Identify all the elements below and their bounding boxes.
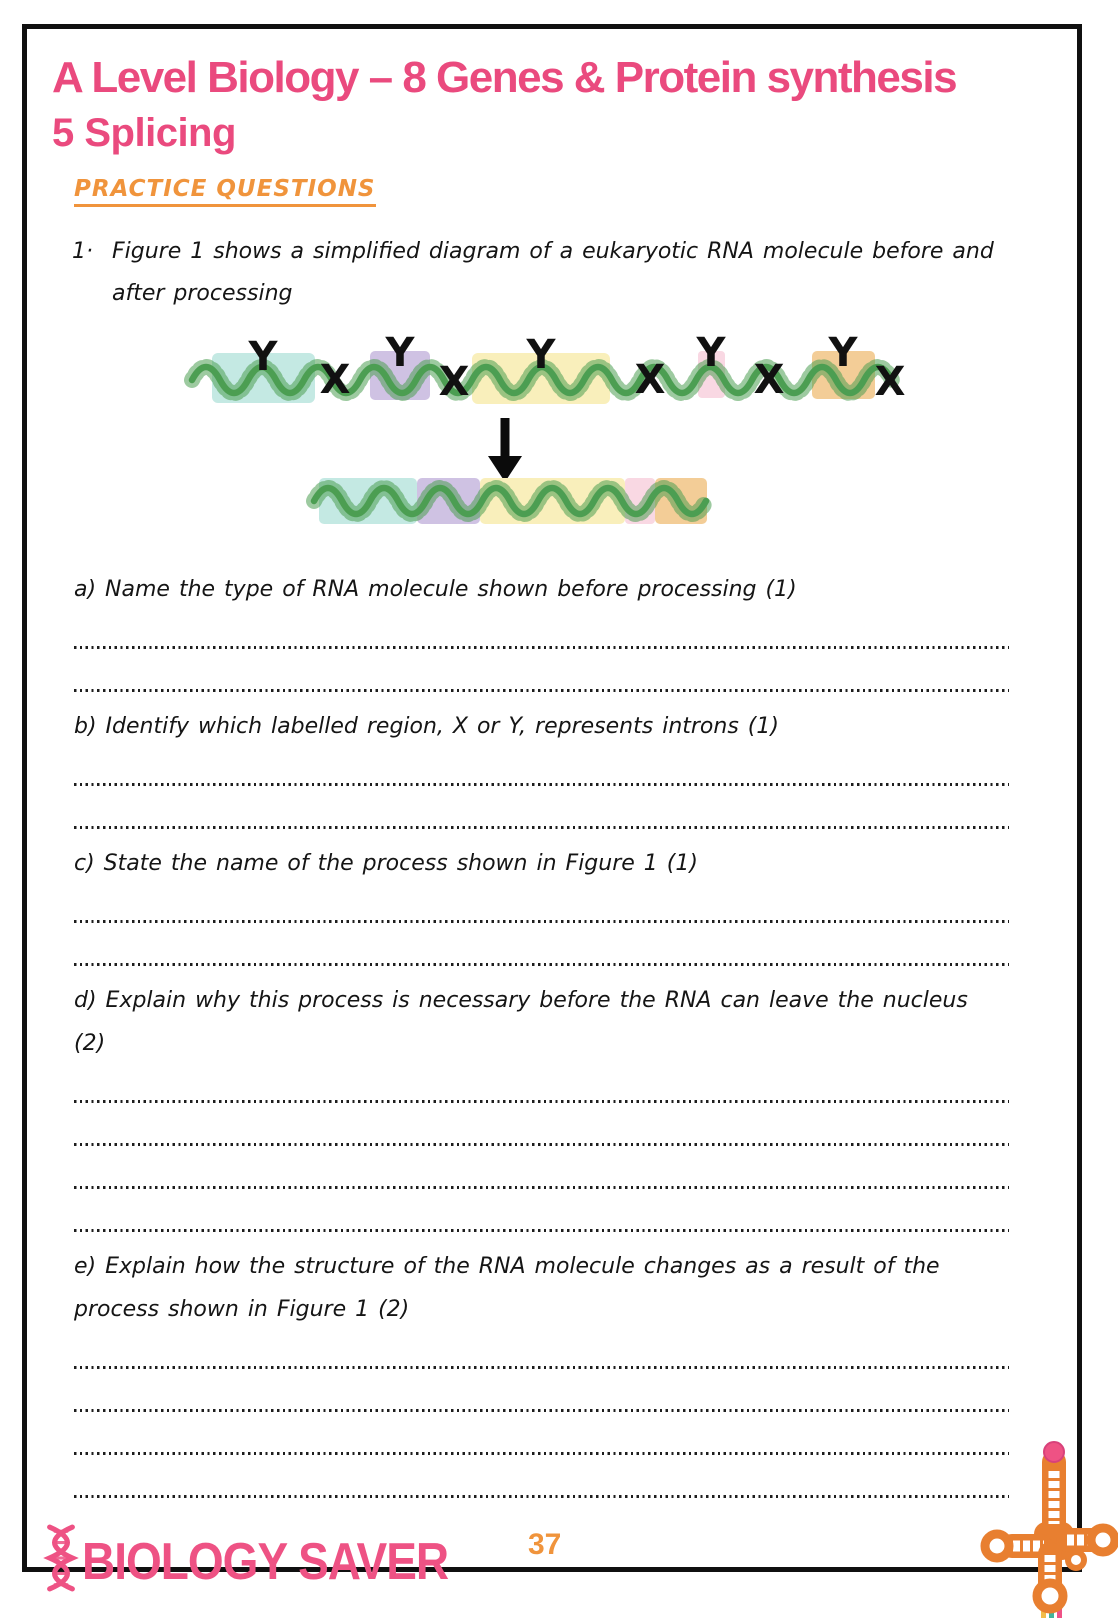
answer-line xyxy=(74,1229,1009,1232)
question-text: d) Explain why this process is necessary before the RNA can leave the nucleus (2) xyxy=(74,988,968,1056)
trna-icon xyxy=(960,1396,1118,1618)
brand-name: BIOLOGY SAVER xyxy=(82,1532,449,1591)
exon-label: Y xyxy=(828,330,858,377)
intron-label: X xyxy=(874,359,906,406)
exon-label: Y xyxy=(696,330,726,377)
practice-questions-heading: PRACTICE QUESTIONS xyxy=(74,176,376,207)
figure-1 xyxy=(52,318,1052,555)
answer-line xyxy=(74,1186,1009,1189)
intron-label: X xyxy=(753,357,785,404)
question-intro-text: Figure 1 shows a simplified diagram of a eukaryotic RNA molecule before and after processing xyxy=(112,238,994,307)
question-text: e) Explain how the structure of the RNA molecule changes as a result of the process shown in Figure 1 (2) xyxy=(74,1253,940,1322)
page-number: 37 xyxy=(528,1528,562,1561)
question-block xyxy=(74,706,1052,829)
rna-splicing-diagram xyxy=(52,318,1072,550)
answer-line xyxy=(74,963,1009,966)
answer-line xyxy=(74,920,1009,923)
answer-line xyxy=(74,1452,1009,1455)
page-subtitle: 5 Splicing xyxy=(52,110,236,155)
intron-label: X xyxy=(438,359,470,406)
question-block xyxy=(74,1246,1052,1498)
question-block xyxy=(74,843,1052,966)
questions xyxy=(74,569,1052,1497)
answer-line xyxy=(74,1409,1009,1412)
intron-label: X xyxy=(634,357,666,404)
exon-label: Y xyxy=(385,330,415,377)
answer-line xyxy=(74,1495,1009,1498)
answer-line xyxy=(74,689,1009,692)
page-title: A Level Biology – 8 Genes & Protein synthesis xyxy=(52,53,957,102)
exon-label: Y xyxy=(248,334,278,381)
question-text: b) Identify which labelled region, X or Y, represents introns (1) xyxy=(74,714,779,740)
question-1-intro xyxy=(72,231,1012,317)
down-arrow-icon xyxy=(488,418,522,482)
intron-label: X xyxy=(319,357,351,404)
answer-line xyxy=(74,646,1009,649)
mature-mrna-strand xyxy=(314,488,706,514)
brand-logo xyxy=(42,1524,448,1592)
question-block xyxy=(74,980,1052,1232)
exon-label: Y xyxy=(526,332,556,379)
answer-line xyxy=(74,1100,1009,1103)
question-block xyxy=(74,569,1052,692)
worksheet-page xyxy=(22,24,1082,1572)
answer-line xyxy=(74,783,1009,786)
answer-line xyxy=(74,826,1009,829)
question-number: 1· xyxy=(72,238,93,264)
dna-icon xyxy=(42,1524,80,1592)
answer-line xyxy=(74,1366,1009,1369)
answer-line xyxy=(74,1143,1009,1146)
question-text: a) Name the type of RNA molecule shown before processing (1) xyxy=(74,577,797,603)
question-text: c) State the name of the process shown in Figure 1 (1) xyxy=(74,851,698,877)
